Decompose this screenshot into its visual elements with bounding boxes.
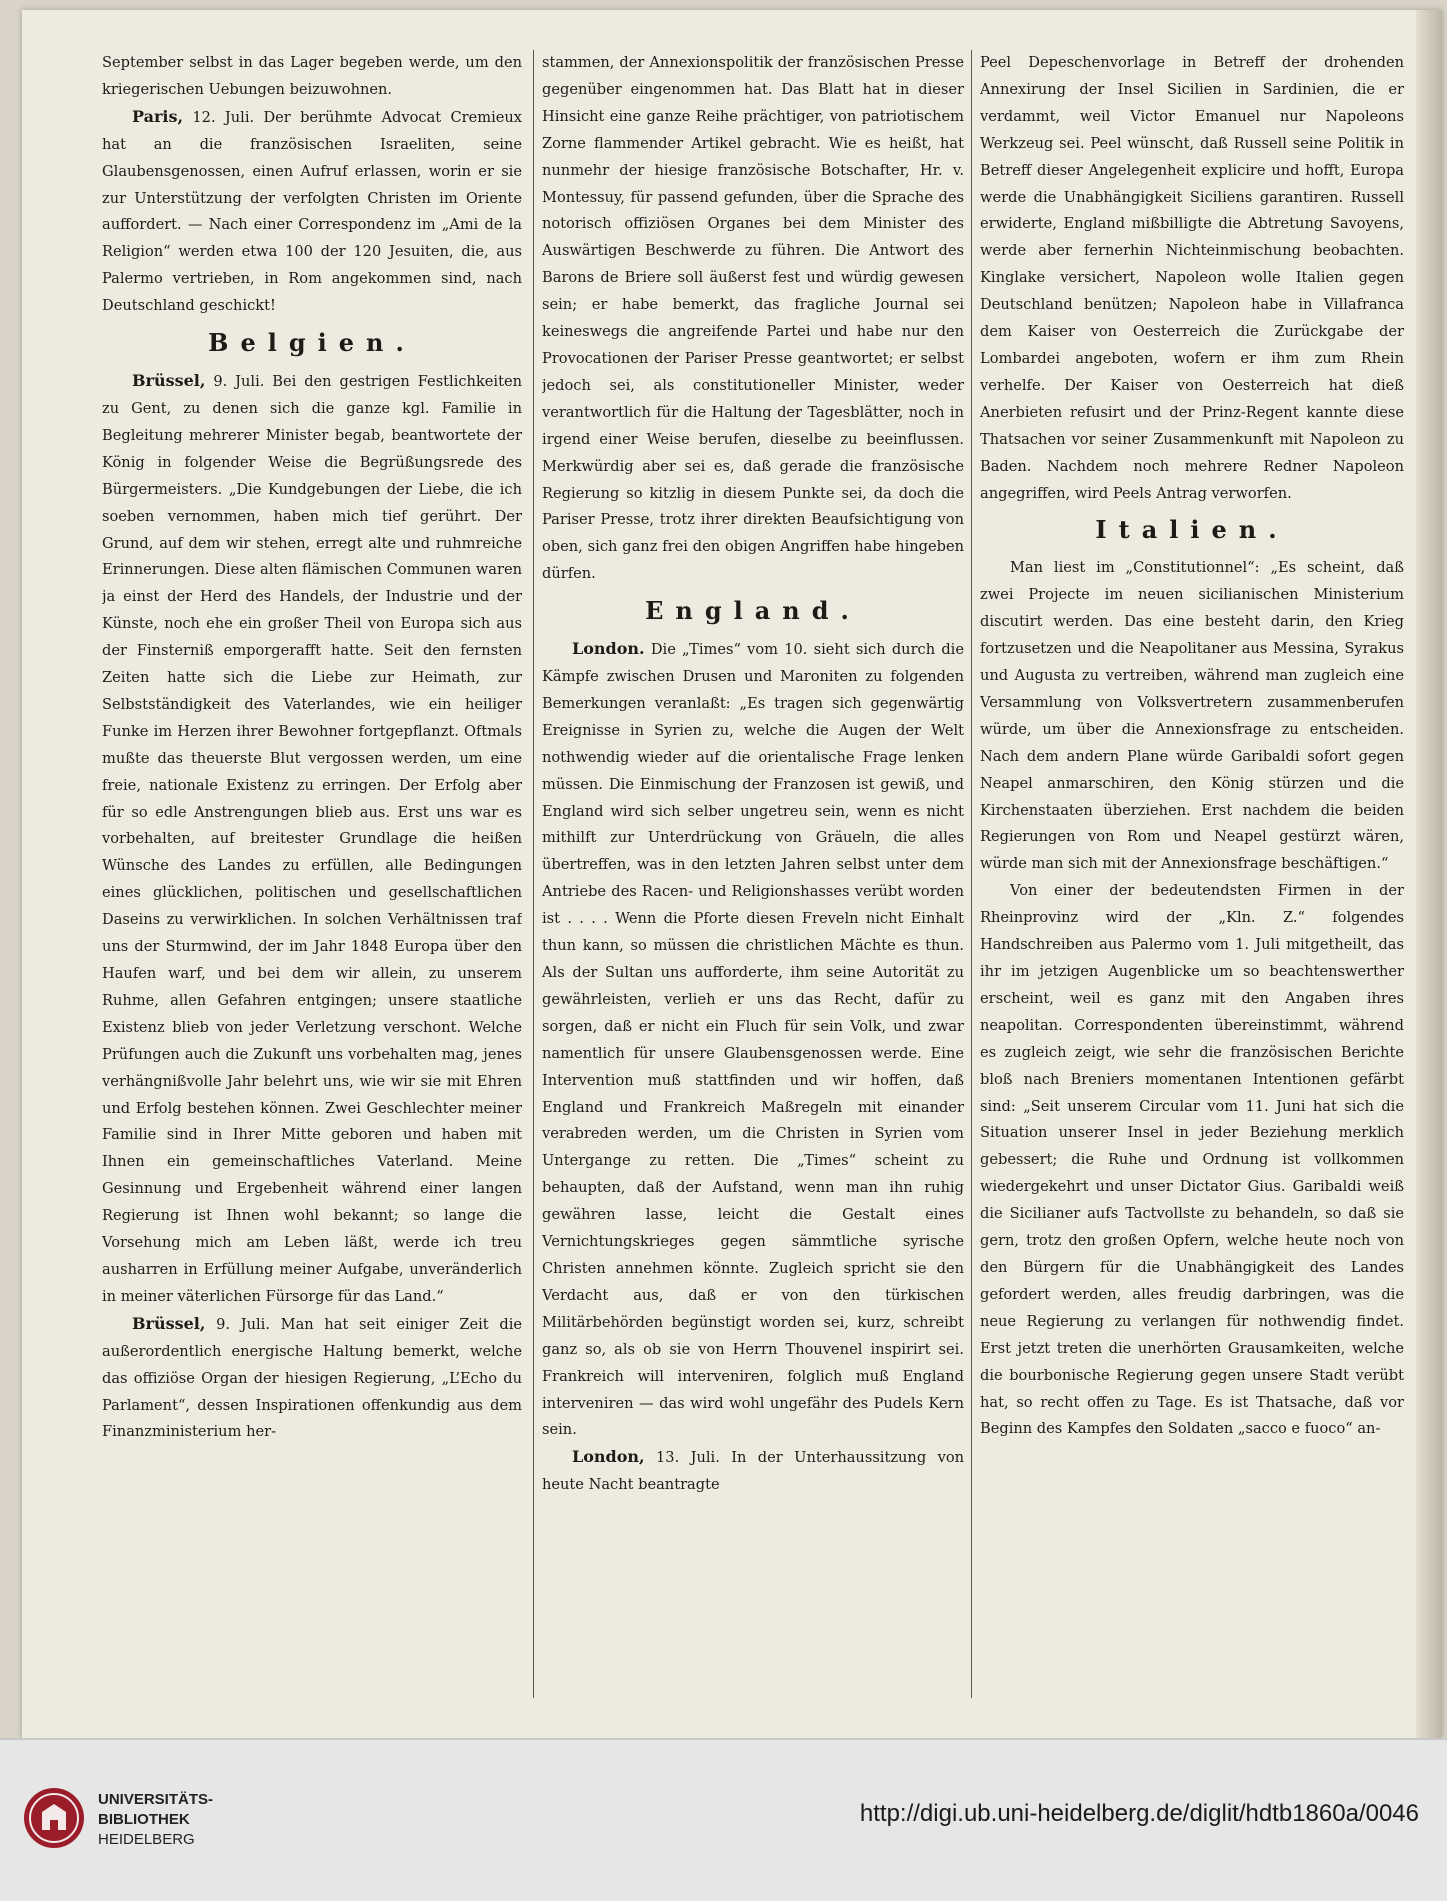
footer-divider [0, 1738, 1447, 1740]
article-constitutionnel: Man liest im „Constitutionnel“: „Es scheint, daß zwei Projecte im neuen sicilianischen Ministerium discutirt werden. Das eine besteht darin, den Krieg fortzusetzen und die Neapolitaner aus Messina, Syrakus und Augusta zu vertreiben, während man zugleich eine Versammlung von Volksvertretern zusammenberufen würde, um über die Annexionsfrage zu entscheiden. Nach dem andern Plane würde Garibaldi sofort gegen Neapel anmarschiren, den König stürzen und die Kirchenstaaten überziehen. Erst nachdem die beiden Regierungen von Rom und Neapel gestürzt wären, würde man sich mit der Annexionsfrage beschäftigen.“ [980, 559, 1404, 873]
column-2 [542, 50, 964, 1690]
page-edge [1416, 10, 1442, 1738]
institution-line: UNIVERSITÄTS- [98, 1791, 214, 1808]
heidelberg-seal-icon [22, 1786, 86, 1850]
article-palermo: Von einer der bedeutendsten Firmen in der Rheinprovinz wird der „Kln. Z.“ folgendes Handschreiben aus Palermo vom 1. Juli mitgetheilt, das ihr im jetzigen Augenblicke um so beachtenswerther erscheint, weil es ganz mit den Angaben ihres neapolitan. Correspondenten übereinstimmt, während es zugleich zeigt, wie sehr die französischen Berichte bloß nach Breniers momentanen Intentionen gefärbt sind: „Seit unserem Circular vom 11. Juni hat sich die Situation unserer Insel in jeder Beziehung merklich gebessert; die Ruhe und Ordnung ist vollkommen wiedergekehrt und unser Dictator Gius. Garibaldi weiß die Sicilianer aufs Tactvollste zu behandeln, so daß sie gern, trotz den großen Opfern, welche heute noch von den Bürgern für die Unabhängigkeit des Landes gefordert werden, alles freudig darbringen, was die neue Regierung zu verlangen für nothwendig findet. Erst jetzt treten die unerhörten Grausamkeiten, welche die bourbonische Regierung gegen unsere Stadt verübt hat, so recht offen zu Tage. Es ist Thatsache, daß vor Beginn des Kampfes den Soldaten „sacco e fuoco“ an- [980, 882, 1404, 1438]
section-heading-italien: Italien. [1095, 515, 1289, 545]
column-divider [971, 50, 972, 1698]
article-text: 12. Juli. Der berühmte Advocat Cremieux hat an die französischen Israeliten, seine Glaubensgenossen, einen Aufruf erlassen, worin er sie zur Unterstützung der verfolgten Christen im Oriente auffordert. — Nach einer Correspondenz im „Ami de la Religion“ werden etwa 100 der 120 Jesuiten, die, aus Palermo vertrieben, in Rom angekommen sind, nach Deutschland geschickt! [102, 108, 522, 315]
newspaper-page [22, 10, 1442, 1738]
paragraph: Peel Depeschenvorlage in Betreff der drohenden Annexirung der Insel Sicilien in Sardinien, die er verdammt, weil Victor Emanuel nur Napoleons Werkzeug sei. Peel wünscht, daß Russell seine Politik in Betreff dieser Angelegenheit explicire und hofft, Europa werde die Unabhängigkeit Siciliens garantiren. Russell erwiderte, England mißbilligte die Abtretung Savoyens, werde aber fernerhin Nichteinmischung beobachten. Kinglake versichert, Napoleon wolle Italien gegen Deutschland benützen; Napoleon habe in Villafranca dem Kaiser von Oesterreich die Zurückgabe der Lombardei angeboten, wofern er ihm zum Rhein verhelfe. Der Kaiser von Oesterreich hat dieß Anerbieten refusirt und der Prinz-Regent kannte diese Thatsachen vor seiner Zusammenkunft mit Napoleon zu Baden. Nachdem noch mehrere Redner Napoleon angegriffen, wird Peels Antrag verworfen. [980, 54, 1404, 502]
dateline: Brüssel, [132, 1313, 206, 1333]
article-bruessel-2 [102, 1311, 522, 1447]
article-bruessel-1 [102, 368, 522, 1311]
institution-name [98, 1790, 318, 1850]
dateline: London, [572, 1447, 645, 1467]
dateline: London. [572, 639, 645, 659]
article-text: 13. Juli. In der Unterhaussitzung von heute Nacht beantragte [542, 1449, 964, 1494]
paragraph: stammen, der Annexionspolitik der französischen Presse gegenüber eingenommen hat. Das Blatt hat in dieser Hinsicht eine ganze Reihe prächtiger, von patriotischem Zorne flammender Artikel gebracht. Wie es heißt, hat nunmehr der hiesige französische Botschafter, Hr. v. Montessuy, für passend gefunden, über die Sprache des notorisch offiziösen Organes bei dem Minister des Auswärtigen Beschwerde zu führen. Die Antwort des Barons de Briere soll äußerst fest und würdig gewesen sein; er habe bemerkt, das fragliche Journal sei keineswegs die angreifende Partei und habe nur den Provocationen der Pariser Presse geantwortet; er selbst jedoch sei, als constitutioneller Minister, weder verantwortlich für die Haltung der Tagesblätter, noch in irgend einer Weise berufen, dieselbe zu beeinflussen. Merkwürdig aber sei es, daß gerade die französische Regierung so kitzlig in diesem Punkte sei, da doch die Pariser Presse, trotz ihrer direkten Beaufsichtigung von oben, sich ganz frei den obigen Angriffen habe hingeben dürfen. [542, 54, 964, 583]
column-divider [533, 50, 534, 1698]
dateline: Brüssel, [132, 371, 206, 391]
article-paris [102, 104, 522, 320]
article-london-1 [542, 636, 964, 1444]
article-text: 9. Juli. Bei den gestrigen Festlichkeiten zu Gent, zu denen sich die ganze kgl. Familie in Begleitung mehrerer Minister begab, beantwortete der König in folgender Weise die Begrüßungsrede des Bürgermeisters. „Die Kundgebungen der Liebe, die ich soeben vernommen, haben mich tief gerührt. Der Grund, auf dem wir stehen, erregt alte und ruhmreiche Erinnerungen. Diese alten flämischen Communen waren ja einst der Herd des Handels, der Industrie und der Künste, noch ehe ein großer Theil von Europa sich aus der Finsterniß emporgerafft hatte. Seit den fernsten Zeiten hatte sich die Liebe zur Heimath, zur Selbstständigkeit des Vaterlandes, wie ein heiliger Funke im Herzen ihrer Bewohner fortgepflanzt. Oftmals mußte das theuerste Blut vergossen werden, um eine freie, nationale Existenz zu erringen. Der Erfolg aber für so edle Anstrengungen blieb aus. Erst uns war es vorbehalten, auf breitester Grundlage die heißen Wünsche des Landes zu erfüllen, alle Bedingungen eines glücklichen, politischen und gesellschaftlichen Daseins zu verwirklichen. In solchen Verhältnissen traf uns der Sturmwind, der im Jahr 1848 Europa über den Haufen warf, und bei dem wir allein, zu unserem Ruhme, allen Gefahren entgingen; unsere staatliche Existenz blieb von jeder Verletzung verschont. Welche Prüfungen auch die Zukunft uns vorbehalten mag, jenes verhängnißvolle Jahr belehrt uns, wie wir sie mit Ehren und Erfolg bestehen können. Zwei Geschlechter meiner Familie sind in Ihrer Mitte geboren und haben mit Ihnen ein gemeinschaftliches Vaterland. Meine Gesinnung und Ergebenheit während einer langen Regierung ist Ihnen wohl bekannt; so lange die Vorsehung mich am Leben läßt, werde ich treu ausharren in Erfüllung meiner Aufgabe, unveränderlich in meiner väterlichen Fürsorge für das Land.“ [102, 373, 522, 1305]
dateline: Paris, [132, 106, 184, 126]
article-london-2 [542, 1444, 964, 1499]
article-text: 9. Juli. Man hat seit einiger Zeit die außerordentlich energische Haltung bemerkt, welche das offiziöse Organ der hiesigen Regierung, „L’Echo du Parlament“, dessen Inspirationen offenkundig aus dem Finanzministerium her- [102, 1315, 522, 1441]
institution-line: BIBLIOTHEK [98, 1811, 190, 1828]
institution-line: HEIDELBERG [98, 1831, 195, 1848]
section-heading-england: England. [645, 596, 861, 626]
article-text: Die „Times“ vom 10. sieht sich durch die Kämpfe zwischen Drusen und Maroniten zu folgenden Bemerkungen veranlaßt: „Es tragen sich gegenwärtig Ereignisse in Syrien zu, welche die Augen der Welt nothwendig wieder auf die orientalische Frage lenken müssen. Die Einmischung der Franzosen ist gewiß, und England wird sich selber ungetreu sein, wenn es nicht mithilft zur Unterdrückung von Gräueln, die alles übertreffen, was in den letzten Jahren selbst unter dem Antriebe des Racen- und Religionshasses verübt worden ist . . . . Wenn die Pforte diesen Freveln nicht Einhalt thun kann, so müssen die christlichen Mächte es thun. Als der Sultan uns aufforderte, ihm seine Autorität zu gewährleisten, verlieh er uns das Recht, dafür zu sorgen, daß er nicht ein Fluch für sein Volk, und zwar namentlich für unsere Glaubensgenossen werde. Eine Intervention muß stattfinden und wir hoffen, daß England und Frankreich Maßregeln mit einander verabreden werden, um die Christen in Syrien vom Untergange zu retten. Die „Times“ scheint zu behaupten, daß der Aufstand, wenn man ihn ruhig gewähren lasse, leicht die Gestalt eines Vernichtungskrieges gegen sämmtliche syrische Christen annehmen könnte. Zugleich spricht sie den Verdacht aus, daß er von den türkischen Militärbehörden begünstigt worden sei, kurz, schreibt ganz so, als ob sie von Herrn Thouvenel inspirirt sei. Frankreich will interveniren, folglich muß England interveniren — das wird wohl ungefähr des Pudels Kern sein. [542, 641, 964, 1439]
column-1 [102, 50, 522, 1690]
source-url-link[interactable]: http://digi.ub.uni-heidelberg.de/diglit/hdtb1860a/0046 [859, 1800, 1419, 1827]
footer-bar [0, 1738, 1447, 1901]
paragraph: September selbst in das Lager begeben werde, um den kriegerischen Uebungen beizuwohnen. [102, 54, 522, 98]
column-3 [980, 50, 1404, 1690]
section-heading-belgien: Belgien. [208, 328, 416, 358]
